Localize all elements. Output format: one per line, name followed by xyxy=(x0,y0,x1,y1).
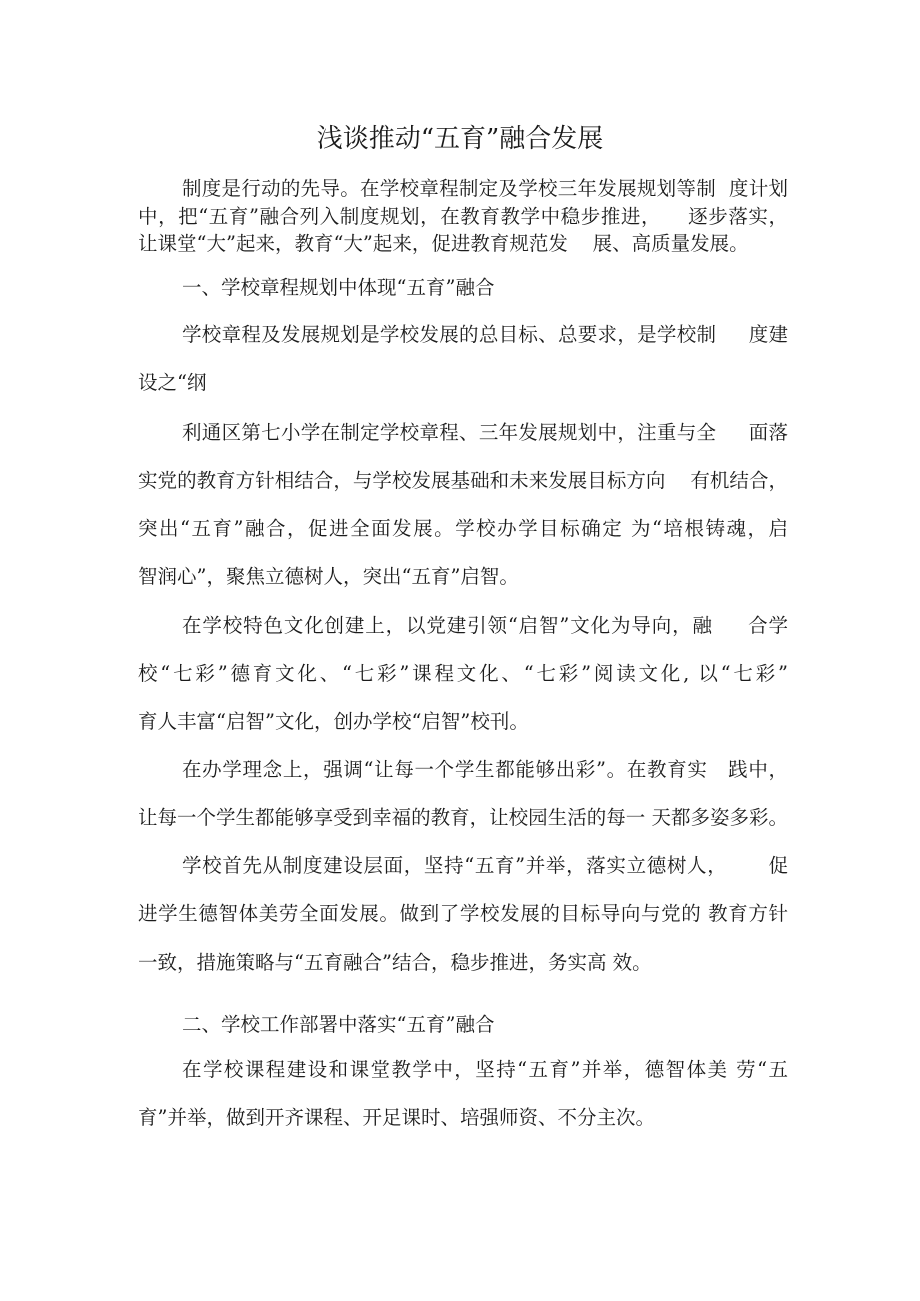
section-heading: 二、学校工作部署中落实“五育”融合 xyxy=(182,1013,495,1036)
paragraph-line: 进学生德智体美劳全面发展。做到了学校发展的目标导向与党的 教育方针 xyxy=(138,902,788,925)
paragraph-line: 育人丰富“启智”文化，创办学校“启智”校刊。 xyxy=(138,710,529,733)
paragraph-line: 学校章程及发展规划是学校发展的总目标、总要求，是学校制 度建 xyxy=(182,323,788,346)
section-heading: 一、学校章程规划中体现“五育”融合 xyxy=(182,276,495,299)
paragraph-line: 突出“五育”融合，促进全面发展。学校办学目标确定 为“培根铸魂，启 xyxy=(138,517,788,540)
paragraph-line: 学校首先从制度建设层面，坚持“五育”并举，落实立德树人， 促 xyxy=(182,854,788,877)
paragraph-line: 中，把“五育”融合列入制度规划，在教育教学中稳步推进， 逐步落实， xyxy=(138,205,788,228)
paragraph-line: 在学校特色文化创建上，以党建引领“启智”文化为导向，融 合学 xyxy=(182,614,788,637)
paragraph-line: 校“七彩”德育文化、“七彩”课程文化、“七彩”阅读文化, 以“七彩” xyxy=(138,662,788,685)
paragraph-line: 在办学理念上，强调“让每一个学生都能够出彩”。在教育实 践中， xyxy=(182,758,788,781)
paragraph-line: 让课堂“大”起来，教育“大”起来，促进教育规范发 展、高质量发展。 xyxy=(138,232,749,255)
paragraph-line: 制度是行动的先导。在学校章程制定及学校三年发展规划等制 度计划 xyxy=(182,177,788,200)
paragraph-line: 设之“纲 xyxy=(138,371,207,394)
paragraph-line: 一致，措施策略与“五育融合”结合，稳步推进，务实高 效。 xyxy=(138,951,652,974)
paragraph-line: 智润心”，聚焦立德树人，突出“五育”启智。 xyxy=(138,565,519,588)
paragraph-line: 在学校课程建设和课堂教学中，坚持“五育”并举，德智体美 劳“五 xyxy=(182,1058,788,1081)
document-title: 浅谈推动“五育”融合发展 xyxy=(316,124,604,154)
paragraph-line: 利通区第七小学在制定学校章程、三年发展规划中，注重与全 面落 xyxy=(182,421,788,444)
paragraph-line: 育”并举，做到开齐课程、开足课时、培强师资、不分主次。 xyxy=(138,1106,655,1129)
paragraph-line: 让每一个学生都能够享受到幸福的教育，让校园生活的每一 天都多姿多彩。 xyxy=(138,806,788,829)
paragraph-line: 实党的教育方针相结合，与学校发展基础和未来发展目标方向 有机结合， xyxy=(138,469,788,492)
